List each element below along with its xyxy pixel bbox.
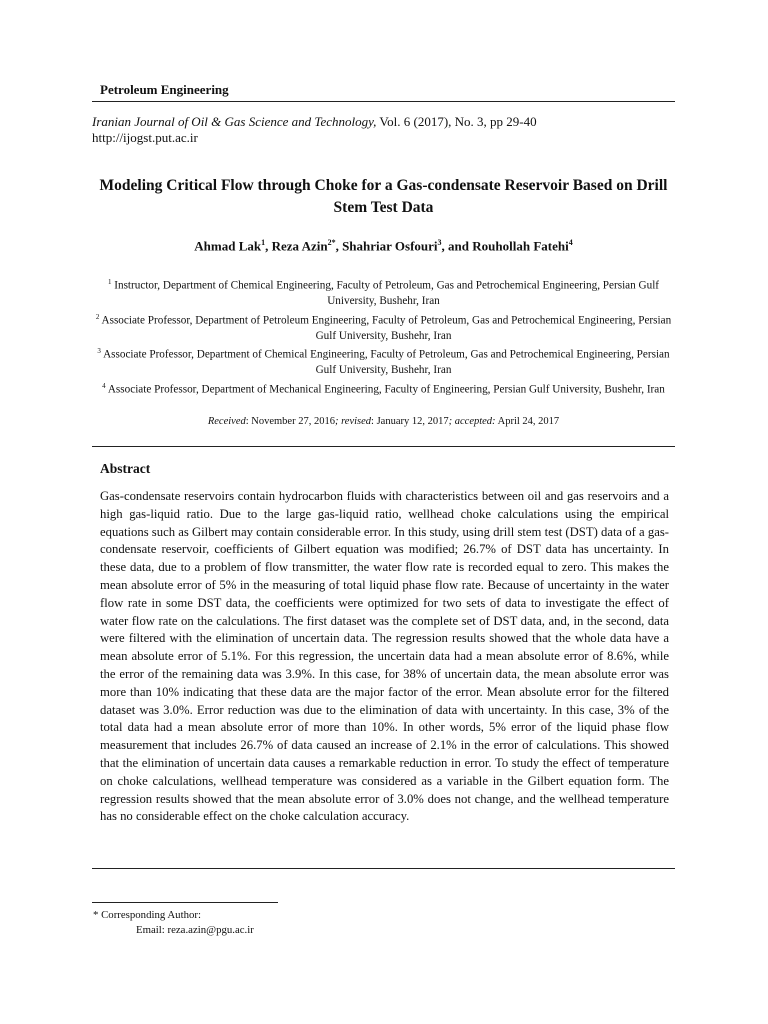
revised-label: ; revised [334, 416, 372, 427]
author-name: Reza Azin [271, 238, 328, 254]
affiliation-mark: 4 [102, 381, 106, 390]
header-rule [92, 101, 675, 102]
accepted-date: April 24, 2017 [495, 416, 560, 427]
journal-name: Iranian Journal of Oil & Gas Science and Technology, [92, 114, 377, 129]
author-separator: , and [441, 238, 473, 254]
affiliation-text: Associate Professor, Department of Mechanical Engineering, Faculty of Engineering, Persian Gulf University, Bushehr, Iran [105, 383, 665, 396]
journal-volume: Vol. 6 (2017), No. 3, pp 29-40 [376, 114, 537, 129]
footnote-email[interactable]: Email: reza.azin@pgu.ac.ir [136, 924, 254, 936]
footnote-label: * Corresponding Author: [93, 909, 201, 921]
received-date: : November 27, 2016 [245, 416, 335, 427]
affiliation-text: Associate Professor, Department of Petroleum Engineering, Faculty of Petroleum, Gas and Petrochemical Engineering, Persian Gulf University, Bushehr, Iran [99, 314, 672, 342]
author-separator: , [265, 238, 272, 254]
affiliation-mark: 2 [95, 312, 100, 321]
author-mark: 4 [568, 238, 573, 247]
author-name: Ahmad Lak [194, 238, 262, 254]
footnote-rule [92, 902, 278, 903]
author-name: Rouhollah Fatehi [472, 238, 569, 254]
affiliation-text: Associate Professor, Department of Chemical Engineering, Faculty of Petroleum, Gas and Petrochemical Engineering, Persian Gulf University, Bushehr, Iran [100, 348, 670, 377]
revised-date: : January 12, 2017 [371, 416, 449, 427]
affiliation-mark: 3 [97, 347, 101, 356]
abstract-bottom-rule [92, 868, 675, 869]
affiliation-mark: 1 [107, 278, 112, 286]
affiliation [92, 344, 675, 379]
section-label: Petroleum Engineering [100, 82, 229, 97]
author-separator: , [335, 238, 343, 254]
abstract-heading: Abstract [100, 461, 151, 476]
journal-url[interactable]: http://ijogst.put.ac.ir [92, 130, 198, 145]
author-mark: 2* [327, 238, 336, 247]
affiliation [92, 379, 675, 398]
affiliation-text: Instructor, Department of Chemical Engineering, Faculty of Petroleum, Gas and Petrochemical Engineering, Persian Gulf University, Bushehr, Iran [111, 279, 660, 308]
author-mark: 1 [261, 238, 266, 247]
author-name: Shahriar Osfouri [342, 238, 438, 254]
affiliation [92, 310, 675, 345]
affiliation [92, 275, 675, 310]
paper-title: Modeling Critical Flow through Choke for a Gas-condensate Reservoir Based on Drill Stem Test Data [99, 177, 668, 216]
affiliation-list [92, 275, 675, 398]
author-list [92, 238, 675, 254]
journal-citation [92, 114, 692, 146]
accepted-label: ; accepted: [448, 416, 496, 427]
abstract-body: Gas-condensate reservoirs contain hydrocarbon fluids with characteristics between oil and gas reservoirs and a high gas-liquid ratio. Due to the large gas-liquid ratio, wellhead choke calculations using the empirical equations such as Gilbert may contain considerable error. In this study, using drill stem test (DST) data of a gas-condensate reservoir, coefficients of Gilbert equation was modified; 26.7% of DST data has uncertainty. In these data, due to a problem of flow transmitter, the water flow rate is recorded equal to zero. This makes the mean absolute error of 5% in the measuring of total liquid phase flow rate. Because of uncertainty in the water flow rate in some DST data, the coefficients were optimized for two sets of data to investigate the effect of water flow rate on the calculations. The first dataset was the complete set of DST data, and, in the second, data were filtered with the elimination of uncertain data. The regression results showed that the whole data have a mean absolute error of 5.1%. For this regression, the uncertain data had a mean absolute error of 8.6%, while the error of the remaining data was 3.9%. In this case, for 38% of uncertain data, the mean absolute error was more than 10% indicating that these data are the major factor of the error. Mean absolute error for the filtered dataset was 3.0%. Error reduction was due to the elimination of data with uncertainty. In this case, 3% of the total data had a mean absolute error of more than 10%. In other words, 5% error of the liquid phase flow measurement that includes 26.7% of data caused an increase of 2.1% in the error of calculations. This showed that the elimination of uncertain data causes a remarkable reduction in error. To study the effect of temperature on choke calculations, wellhead temperature was considered as a variable in the Gilbert equation form. The regression results showed that the mean absolute error of 3.0% does not change, and the wellhead temperature has no considerable effect on the choke calculation accuracy. [100, 489, 669, 824]
abstract-top-rule [92, 446, 675, 447]
author-mark: 3 [437, 238, 442, 247]
submission-dates [92, 416, 675, 427]
received-label: Received [207, 416, 246, 427]
corresponding-author-footnote [93, 908, 393, 938]
